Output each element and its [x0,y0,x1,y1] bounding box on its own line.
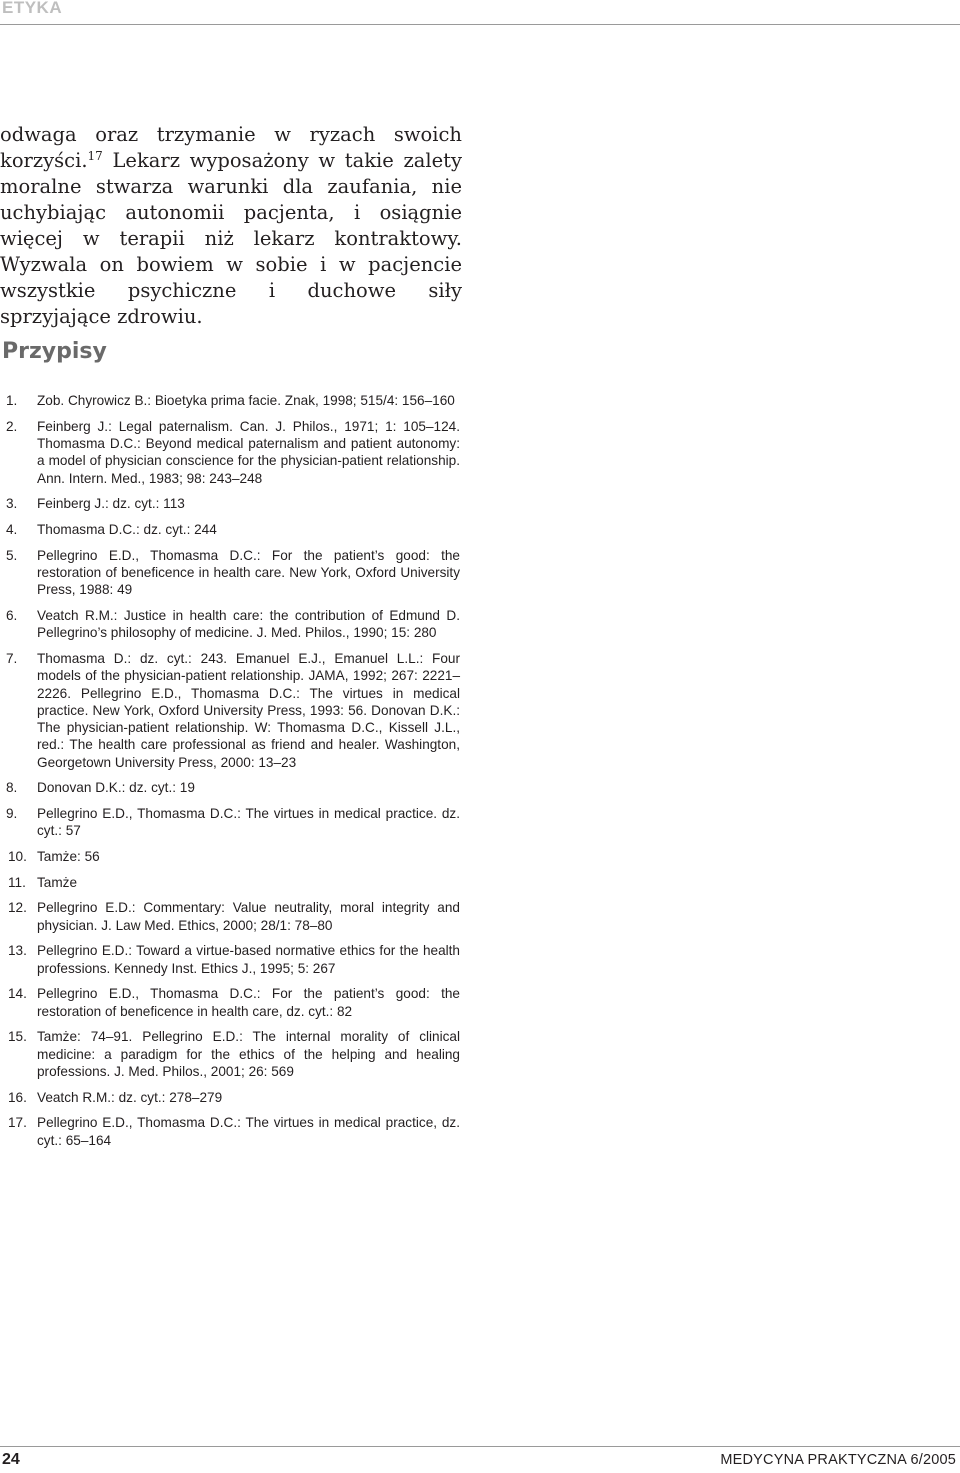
footnote-text: Pellegrino E.D., Thomasma D.C.: For the patient’s good: the restoration of beneficence in health care, dz. cyt.: 82 [37,986,460,1019]
footnote-item [0,848,460,865]
footnote-number: 6. [6,607,18,623]
footnote-number: 2. [6,418,18,434]
footnote-number: 17. [8,1115,27,1131]
footnote-text: Zob. Chyrowicz B.: Bioetyka prima facie. Znak, 1998; 515/4: 156–160 [37,393,455,408]
footnote-number: 10. [8,849,27,865]
footnote-text: Pellegrino E.D., Thomasma D.C.: The virtues in medical practice. dz. cyt.: 57 [37,806,460,839]
footnote-number: 1. [6,393,18,408]
footnote-number: 8. [6,780,18,796]
bottom-divider [0,1446,960,1447]
footnote-number: 3. [6,496,18,512]
footnote-item [0,899,460,934]
footnote-number: 16. [8,1089,27,1105]
footnote-number: 13. [8,943,27,959]
footnote-text: Thomasma D.C.: dz. cyt.: 244 [37,521,217,537]
footnote-number: 12. [8,900,27,916]
footnote-text: Tamże [37,874,78,890]
footnote-item [0,1089,460,1106]
footnote-item [0,874,460,891]
footnote-item [0,418,460,487]
footnote-text: Tamże: 56 [37,849,100,865]
footnote-item [0,779,460,796]
footnote-text: Feinberg J.: dz. cyt.: 113 [37,496,185,512]
footnote-item [0,495,460,512]
footnote-item [0,985,460,1020]
body-text-rest: Lekarz wyposażony w takie zalety moralne stwarza warunki dla zaufania, nie uchybiając autonomii pacjenta, i osiągnie więcej w terapii niż lekarz kontraktowy. Wyzwala on bowiem w sobie i w pacjencie wszystkie psychiczne i duchowe siły sprzyjające zdrowiu. [0,149,462,328]
footnote-item [0,521,460,538]
footnote-ref-17: 17 [87,149,103,163]
page-number: 24 [2,1451,20,1468]
footnote-number: 11. [8,874,26,890]
running-header [0,0,960,18]
footnote-number: 15. [8,1029,27,1045]
body-paragraph [0,122,462,330]
footnote-text: Pellegrino E.D., Thomasma D.C.: The virtues in medical practice, dz. cyt.: 65–164 [37,1115,460,1148]
body-text-start: odwaga oraz trzymanie w ryzach swoich korzyści. [0,123,462,172]
footnote-text: Tamże: 74–91. Pellegrino E.D.: The internal morality of clinical medicine: a paradigm for the ethics of the helping and healing professions. J. Med. Philos., 2001; 26: 569 [37,1029,460,1079]
top-divider [0,24,960,25]
footnote-text: Pellegrino E.D.: Commentary: Value neutrality, moral integrity and physician. J. Law Med. Ethics, 2000; 28/1: 78–80 [37,900,460,933]
footnote-text: Thomasma D.: dz. cyt.: 243. Emanuel E.J., Emanuel L.L.: Four models of the physician-patient relationship. JAMA, 1992; 267: 2221–2226. Pellegrino E.D., Thomasma D.C.: The virtues in medical practice. New York, Oxford University Press, 1993: 56. Donovan D.K.: The physician-patient relationship. W: Thomasma D.C., Kissell J.L., red.: The health care professional as friend and healer. Washington, Georgetown University Press, 2000: 13–23 [37,650,460,770]
footnotes-heading: Przypisy [2,339,107,364]
footnote-text: Pellegrino E.D.: Toward a virtue-based normative ethics for the health professions. Kennedy Inst. Ethics J., 1995; 5: 267 [37,943,460,976]
footnote-number: 9. [6,806,18,822]
footnote-number: 5. [6,547,18,563]
footnote-item [0,392,460,409]
section-label: ETYKA [2,0,63,17]
footnote-list [0,392,460,1157]
footnote-number: 4. [6,521,18,537]
footnote-text: Donovan D.K.: dz. cyt.: 19 [37,780,195,796]
footnote-text: Veatch R.M.: dz. cyt.: 278–279 [37,1089,223,1105]
footnote-item [0,650,460,771]
journal-name: MEDYCYNA PRAKTYCZNA 6/2005 [720,1452,956,1468]
footnote-item [0,1028,460,1080]
footnote-text: Veatch R.M.: Justice in health care: the contribution of Edmund D. Pellegrino’s philosophy of medicine. J. Med. Philos., 1990; 15: 280 [37,607,460,641]
footnote-item [0,607,460,642]
footnote-item [0,1114,460,1149]
footnote-item [0,547,460,599]
footnote-number: 14. [8,986,27,1002]
footnote-text: Feinberg J.: Legal paternalism. Can. J. Philos., 1971; 1: 105–124. Thomasma D.C.: Beyond medical paternalism and patient autonomy: a model of physician conscience for the physician-patient relationship. Ann. Intern. Med., 1983; 98: 243–248 [37,418,460,486]
footnote-number: 7. [6,650,18,666]
footnote-item [0,805,460,840]
footnote-item [0,942,460,977]
footnote-text: Pellegrino E.D., Thomasma D.C.: For the patient’s good: the restoration of beneficence in health care. New York, Oxford University Press, 1988: 49 [37,547,460,598]
